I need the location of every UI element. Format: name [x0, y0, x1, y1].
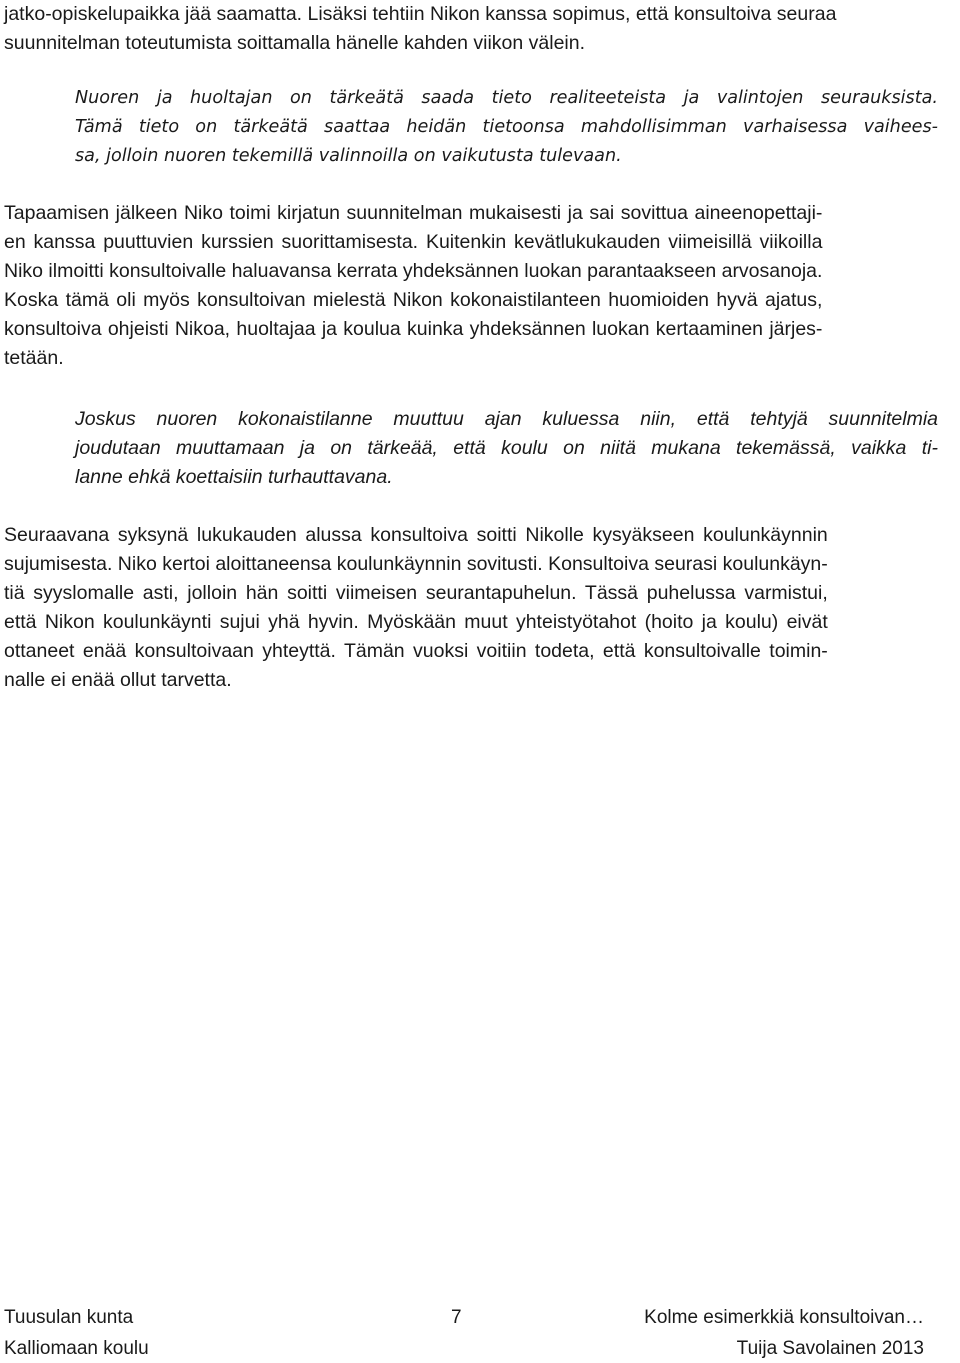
footer-document-title: Kolme esimerkkiä konsultoivan… [644, 1307, 924, 1328]
paragraph-line: Koska tämä oli myös konsultoivan mielestä Nikon kokonaistilanteen huomioiden hyvä ajatus, [4, 289, 823, 311]
quote-line: Joskus nuoren kokonaistilanne muuttuu ajan kuluessa niin, että tehtyjä suunnitelmia [75, 408, 938, 430]
paragraph-line: sujumisesta. Niko kertoi aloittaneensa koulunkäynnin sovitusti. Konsultoiva seurasi koulunkäyn- [4, 553, 828, 575]
quote-line: lanne ehkä koettaisiin turhauttavana. [75, 466, 393, 488]
paragraph-line: en kanssa puuttuvien kurssien suorittamisesta. Kuitenkin kevätlukukauden viimeisillä viikoilla [4, 231, 823, 253]
paragraph-line: nalle ei enää ollut tarvetta. [4, 669, 232, 691]
paragraph-line: Niko ilmoitti konsultoivalle haluavansa kerrata yhdeksännen luokan parantaakseen arvosanoja. [4, 260, 823, 282]
paragraph-1 [4, 0, 836, 58]
paragraph-2 [4, 199, 822, 373]
highlight-quote-1 [75, 84, 938, 171]
paragraph-line: ottaneet enää konsultoivaan yhteyttä. Tämän vuoksi voitiin todeta, että konsultoivalle toimin- [4, 640, 828, 662]
quote-line: sa, jolloin nuoren tekemillä valinnoilla on vaikutusta tulevaan. [75, 146, 622, 166]
page-footer-row-2 [4, 1337, 924, 1361]
quote-line: Tämä tieto on tärkeätä saattaa heidän tietoonsa mahdollisimman varhaisessa vaihees- [75, 117, 938, 137]
paragraph-line: jatko-opiskelupaikka jää saamatta. Lisäksi tehtiin Nikon kanssa sopimus, että konsultoiva seuraa [4, 3, 837, 25]
paragraph-line: että Nikon koulunkäynti sujui yhä hyvin. Myöskään muut yhteistyötahot (hoito ja koulu) eivät [4, 611, 828, 633]
paragraph-line: suunnitelman toteutumista soittamalla hänelle kahden viikon välein. [4, 32, 586, 54]
footer-municipality: Tuusulan kunta [4, 1307, 134, 1328]
footer-school: Kalliomaan koulu [4, 1338, 149, 1359]
footer-author: Tuija Savolainen 2013 [736, 1338, 924, 1359]
paragraph-line: tetään. [4, 347, 64, 369]
paragraph-line: konsultoiva ohjeisti Nikoa, huoltajaa ja koulua kuinka yhdeksännen luokan kertaaminen järjes- [4, 318, 823, 340]
highlight-quote-2 [75, 405, 938, 492]
paragraph-line: Seuraavana syksynä lukukauden alussa konsultoiva soitti Nikolle kysyäkseen koulunkäynnin [4, 524, 828, 546]
paragraph-line: Tapaamisen jälkeen Niko toimi kirjatun suunnitelman mukaisesti ja sai sovittua aineenopettaji- [4, 202, 823, 224]
quote-line: Nuoren ja huoltajan on tärkeätä saada tieto realiteeteista ja valintojen seurauksista. [75, 88, 938, 108]
paragraph-line: tiä syyslomalle asti, jolloin hän soitti viimeisen seurantapuhelun. Tässä puhelussa varmistui, [4, 582, 828, 604]
page-number: 7 [451, 1307, 462, 1328]
quote-line: joudutaan muuttamaan ja on tärkeää, että koulu on niitä mukana tekemässä, vaikka ti- [75, 437, 938, 459]
page-footer-row-1 [4, 1306, 924, 1330]
paragraph-3 [4, 521, 828, 695]
